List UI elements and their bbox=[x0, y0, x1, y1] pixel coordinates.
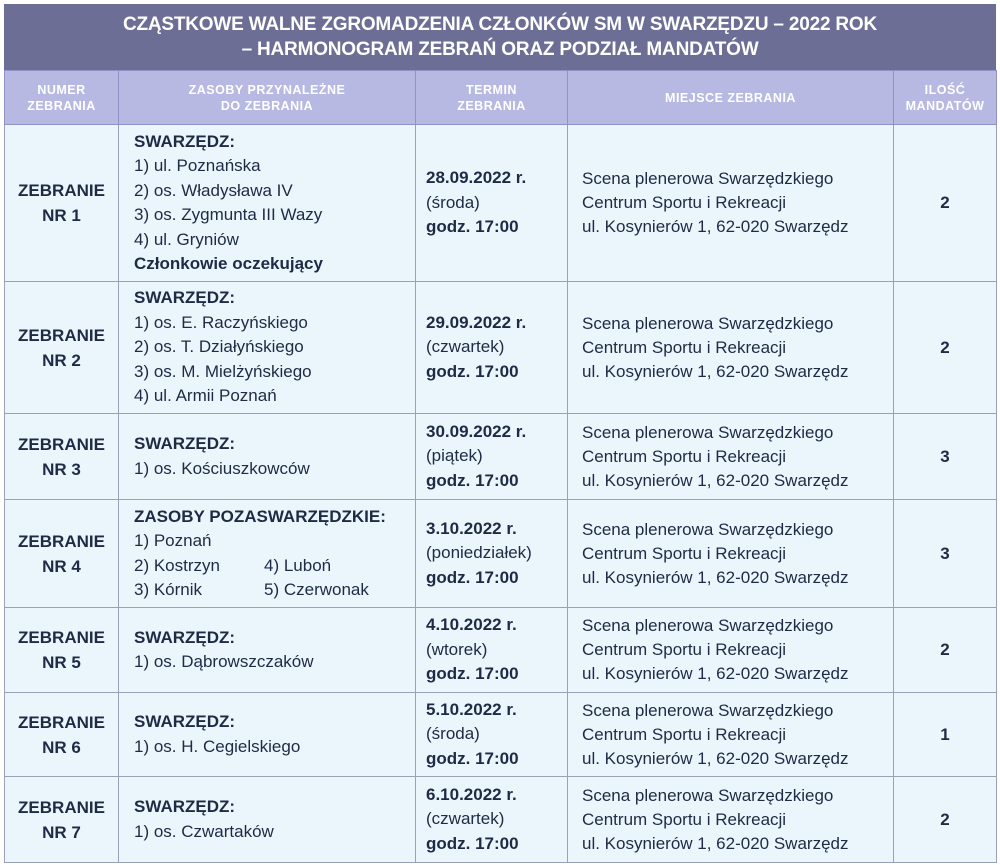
place-line-1: Scena plenerowa Swarzędzkiego bbox=[582, 616, 834, 635]
table-row bbox=[5, 125, 997, 282]
area-heading: SWARZĘDZ: bbox=[134, 434, 236, 453]
meeting-place bbox=[568, 500, 894, 608]
mandates-count: 2 bbox=[894, 125, 997, 282]
schedule-table bbox=[4, 70, 997, 863]
meeting-place bbox=[568, 693, 894, 777]
meeting-resources bbox=[119, 693, 416, 777]
table-row bbox=[5, 282, 997, 414]
meeting-number: ZEBRANIE NR 1 bbox=[5, 125, 119, 282]
title-line-1: CZĄSTKOWE WALNE ZGROMADZENIA CZŁONKÓW SM W SWARZĘDZU – 2022 ROK bbox=[122, 14, 878, 35]
area-heading: SWARZĘDZ: bbox=[134, 712, 236, 731]
header-numer: NUMER ZEBRANIA bbox=[5, 71, 119, 125]
meeting-resources bbox=[119, 500, 416, 608]
area-heading: SWARZĘDZ: bbox=[134, 288, 236, 308]
list-row bbox=[134, 578, 405, 603]
place-line-3: ul. Kosynierów 1, 62-020 Swarzędz bbox=[582, 567, 849, 587]
table-row bbox=[5, 777, 997, 863]
place-line-1: Scena plenerowa Swarzędzkiego bbox=[582, 169, 834, 188]
meeting-day: (czwartek) bbox=[426, 809, 505, 829]
meeting-time: godz. 17:00 bbox=[426, 748, 519, 768]
mandates-count: 3 bbox=[894, 414, 997, 500]
meeting-resources bbox=[119, 608, 416, 693]
meeting-date: 6.10.2022 r. bbox=[426, 784, 517, 804]
place-line-1: Scena plenerowa Swarzędzkiego bbox=[582, 700, 834, 720]
list-item: 4) ul. Armii Poznań bbox=[134, 386, 277, 406]
place-line-3: ul. Kosynierów 1, 62-020 Swarzędz bbox=[582, 361, 849, 381]
meeting-day: (środa) bbox=[426, 724, 480, 744]
meeting-resources bbox=[119, 777, 416, 863]
list-item: 2) os. T. Działyńskiego bbox=[134, 337, 304, 357]
meeting-resources bbox=[119, 282, 416, 414]
list-item: 4) Luboń bbox=[264, 555, 332, 575]
table-row bbox=[5, 414, 997, 500]
list-item: 3) os. Zygmunta III Wazy bbox=[134, 205, 323, 224]
place-line-2: Centrum Sportu i Rekreacji bbox=[582, 809, 787, 829]
meeting-time: godz. 17:00 bbox=[426, 217, 519, 237]
meeting-place bbox=[568, 125, 894, 282]
mandates-count: 3 bbox=[894, 500, 997, 608]
place-line-3: ul. Kosynierów 1, 62-020 Swarzędz bbox=[582, 470, 849, 490]
place-line-3: ul. Kosynierów 1, 62-020 Swarzędz bbox=[582, 748, 849, 768]
header-zasoby: ZASOBY PRZYNALEŻNE DO ZEBRANIA bbox=[119, 71, 416, 125]
meeting-date: 28.09.2022 r. bbox=[426, 168, 527, 188]
place-line-2: Centrum Sportu i Rekreacji bbox=[582, 724, 787, 744]
meeting-day: (czwartek) bbox=[426, 337, 505, 357]
header-row bbox=[5, 71, 997, 125]
meeting-day: (wtorek) bbox=[426, 639, 488, 659]
title-line-2: – HARMONOGRAM ZEBRAŃ ORAZ PODZIAŁ MANDATÓW bbox=[241, 39, 759, 60]
place-line-1: Scena plenerowa Swarzędzkiego bbox=[582, 422, 834, 442]
list-item: 3) Kórnik bbox=[134, 580, 203, 599]
table-row bbox=[5, 693, 997, 777]
place-line-1: Scena plenerowa Swarzędzkiego bbox=[582, 519, 834, 539]
list-item: 4) ul. Gryniów bbox=[134, 229, 239, 249]
meeting-place bbox=[568, 608, 894, 693]
list-row bbox=[134, 554, 405, 579]
meeting-term bbox=[416, 608, 568, 693]
waiting-members: Członkowie oczekujący bbox=[134, 254, 323, 273]
meeting-place bbox=[568, 282, 894, 414]
place-line-2: Centrum Sportu i Rekreacji bbox=[582, 193, 787, 212]
area-heading: SWARZĘDZ: bbox=[134, 797, 236, 816]
meeting-term bbox=[416, 777, 568, 863]
place-line-3: ul. Kosynierów 1, 62-020 Swarzędz bbox=[582, 664, 849, 683]
meeting-number: ZEBRANIE NR 5 bbox=[5, 608, 119, 693]
place-line-3: ul. Kosynierów 1, 62-020 Swarzędz bbox=[582, 833, 849, 853]
meeting-date: 5.10.2022 r. bbox=[426, 699, 517, 719]
list-item: 2) Kostrzyn bbox=[134, 555, 220, 575]
area-heading: SWARZĘDZ: bbox=[134, 131, 236, 151]
place-line-1: Scena plenerowa Swarzędzkiego bbox=[582, 313, 834, 333]
meeting-date: 30.09.2022 r. bbox=[426, 421, 527, 441]
meeting-time: godz. 17:00 bbox=[426, 470, 519, 490]
area-heading: SWARZĘDZ: bbox=[134, 627, 236, 647]
meeting-number: ZEBRANIE NR 6 bbox=[5, 693, 119, 777]
meeting-place bbox=[568, 414, 894, 500]
place-line-3: ul. Kosynierów 1, 62-020 Swarzędz bbox=[582, 217, 849, 236]
meeting-number: ZEBRANIE NR 4 bbox=[5, 500, 119, 608]
header-mandaty: ILOŚĆ MANDATÓW bbox=[894, 71, 997, 125]
meeting-term bbox=[416, 693, 568, 777]
list-item: 2) os. Władysława IV bbox=[134, 180, 293, 200]
meeting-number: ZEBRANIE NR 3 bbox=[5, 414, 119, 500]
meeting-term bbox=[416, 500, 568, 608]
area-heading: ZASOBY POZASWARZĘDZKIE: bbox=[134, 506, 386, 526]
list-item: 1) ul. Poznańska bbox=[134, 156, 261, 175]
meeting-term bbox=[416, 125, 568, 282]
table-row bbox=[5, 500, 997, 608]
mandates-count: 1 bbox=[894, 693, 997, 777]
list-item: 1) os. Dąbrowszczaków bbox=[134, 652, 314, 671]
meeting-place bbox=[568, 777, 894, 863]
meeting-term bbox=[416, 282, 568, 414]
meeting-term bbox=[416, 414, 568, 500]
header-termin: TERMIN ZEBRANIA bbox=[416, 71, 568, 125]
list-item: 3) os. M. Mielżyńskiego bbox=[134, 361, 312, 381]
list-item: 1) os. Kościuszkowców bbox=[134, 458, 310, 478]
table-row bbox=[5, 608, 997, 693]
place-line-1: Scena plenerowa Swarzędzkiego bbox=[582, 785, 834, 805]
place-line-2: Centrum Sportu i Rekreacji bbox=[582, 543, 787, 563]
list-item: 1) os. H. Cegielskiego bbox=[134, 736, 301, 756]
meeting-number: ZEBRANIE NR 2 bbox=[5, 282, 119, 414]
meeting-time: godz. 17:00 bbox=[426, 567, 519, 587]
place-line-2: Centrum Sportu i Rekreacji bbox=[582, 337, 787, 357]
meeting-day: (piątek) bbox=[426, 446, 483, 466]
mandates-count: 2 bbox=[894, 777, 997, 863]
meeting-resources bbox=[119, 414, 416, 500]
meeting-resources bbox=[119, 125, 416, 282]
meeting-date: 4.10.2022 r. bbox=[426, 615, 517, 635]
meeting-date: 29.09.2022 r. bbox=[426, 312, 527, 332]
list-item: 1) Poznań bbox=[134, 531, 212, 550]
mandates-count: 2 bbox=[894, 282, 997, 414]
place-line-2: Centrum Sportu i Rekreacji bbox=[582, 640, 787, 659]
meeting-time: godz. 17:00 bbox=[426, 833, 519, 853]
mandates-count: 2 bbox=[894, 608, 997, 693]
place-line-2: Centrum Sportu i Rekreacji bbox=[582, 446, 787, 466]
document-title bbox=[4, 4, 996, 70]
meeting-time: godz. 17:00 bbox=[426, 664, 519, 684]
list-item: 5) Czerwonak bbox=[264, 580, 369, 599]
header-miejsce: MIEJSCE ZEBRANIA bbox=[568, 71, 894, 125]
meeting-day: (poniedziałek) bbox=[426, 543, 532, 563]
list-item: 1) os. E. Raczyńskiego bbox=[134, 312, 308, 332]
meeting-number: ZEBRANIE NR 7 bbox=[5, 777, 119, 863]
list-item: 1) os. Czwartaków bbox=[134, 821, 274, 841]
meeting-day: (środa) bbox=[426, 192, 480, 212]
schedule-document bbox=[4, 4, 996, 863]
meeting-date: 3.10.2022 r. bbox=[426, 518, 517, 538]
meeting-time: godz. 17:00 bbox=[426, 361, 519, 381]
